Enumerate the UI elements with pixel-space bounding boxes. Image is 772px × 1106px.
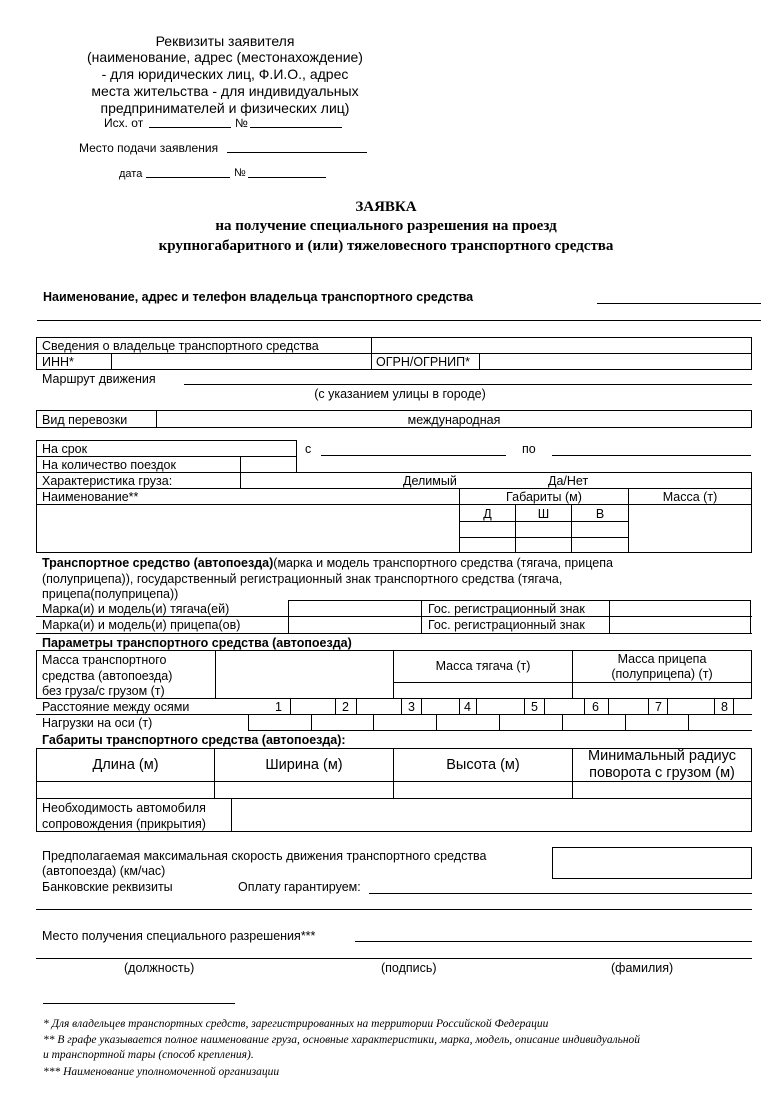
trailer-mass-label-2: (полуприцепа) (т)	[611, 667, 713, 681]
mass-header: Масса (т)	[662, 490, 718, 504]
receipt-place-label: Место получения специального разрешения***	[42, 929, 316, 943]
bank-details-label: Банковские реквизиты	[42, 880, 173, 894]
signature-line[interactable]	[36, 958, 752, 959]
owner-info-label: Сведения о владельце транспортного средства	[42, 339, 319, 353]
vehicle-mass-label-1: Масса транспортного	[42, 653, 167, 667]
tractor-model-label: Марка(и) и модель(и) тягача(ей)	[42, 602, 230, 616]
speed-label-1: Предполагаемая максимальная скорость движения транспортного средства	[42, 849, 487, 863]
ref-number-field[interactable]	[250, 127, 342, 128]
vehicle-heading: Транспортное средство (автопоезда)	[42, 556, 274, 570]
escort-label-1: Необходимость автомобиля	[42, 801, 206, 815]
route-label: Маршрут движения	[42, 372, 156, 386]
radius-field[interactable]	[573, 782, 751, 798]
dimensions-header: Габариты (м)	[506, 490, 582, 504]
height-header: Высота (м)	[446, 757, 520, 773]
cargo-name-label: Наименование**	[42, 490, 139, 504]
divisible-label: Делимый	[403, 474, 457, 488]
gabarits-heading: Габариты транспортного средства (автопоезда):	[42, 733, 346, 747]
date-number-field[interactable]	[248, 177, 326, 178]
owner-info-field[interactable]	[372, 338, 751, 353]
term-from-label: с	[305, 442, 312, 456]
date-number-label: №	[234, 167, 246, 179]
ref-from-label: Исх. от	[104, 116, 144, 130]
axle-number: 2	[342, 700, 349, 714]
owner-field-line-2[interactable]	[37, 320, 761, 321]
axle-number: 7	[655, 700, 662, 714]
form-title: ЗАЯВКА	[355, 199, 417, 215]
trailer-mass-label-1: Масса прицепа	[617, 652, 707, 666]
footnote-3: *** Наименование уполномоченной организации	[43, 1066, 280, 1078]
form-subtitle-2: крупногабаритного и (или) тяжеловесного транспортного средства	[158, 238, 614, 254]
cargo-label: Характеристика груза:	[42, 474, 173, 488]
term-label: На срок	[42, 442, 88, 456]
escort-label-2: сопровождения (прикрытия)	[42, 817, 206, 831]
footnote-divider	[43, 1003, 235, 1004]
radius-header-1: Минимальный радиус	[588, 748, 736, 764]
ref-number-label: №	[235, 116, 248, 130]
axle-number: 3	[408, 700, 415, 714]
trips-label: На количество поездок	[42, 458, 176, 472]
trailer-reg-field[interactable]	[610, 617, 750, 633]
trailer-reg-label: Гос. регистрационный знак	[428, 618, 585, 632]
length-field[interactable]	[37, 782, 214, 798]
ogrn-field[interactable]	[480, 354, 751, 369]
route-field[interactable]	[184, 384, 752, 385]
position-caption: (должность)	[124, 961, 195, 975]
applicant-title: Реквизиты заявителя	[155, 33, 295, 49]
term-from-field[interactable]	[321, 455, 506, 456]
inn-field[interactable]	[112, 354, 371, 369]
cargo-name-field[interactable]	[37, 505, 459, 552]
vehicle-description-line-1	[42, 556, 613, 570]
vehicle-mass-field[interactable]	[216, 651, 393, 698]
axle-number: 8	[721, 700, 728, 714]
speed-field[interactable]	[552, 847, 752, 879]
length-header: Длина (м)	[92, 757, 159, 773]
submission-place-field[interactable]	[227, 152, 367, 153]
date-field[interactable]	[146, 177, 230, 178]
tractor-mass-label: Масса тягача (т)	[435, 659, 531, 673]
axle-load-label: Нагрузки на оси (т)	[42, 716, 153, 730]
speed-label-2: (автопоезда) (км/час)	[42, 864, 166, 878]
trailer-model-label: Марка(и) и модель(и) прицепа(ов)	[42, 618, 241, 632]
axle-distance-label: Расстояние между осями	[42, 700, 190, 714]
tractor-reg-field[interactable]	[610, 601, 750, 616]
trips-field[interactable]	[241, 457, 296, 472]
receipt-place-field[interactable]	[355, 941, 752, 942]
term-to-label: по	[522, 442, 536, 456]
vehicle-description-rest: (марка и модель транспортного средства (тягача, прицепа	[273, 556, 613, 570]
footnote-1: * Для владельцев транспортных средств, зарегистрированных на территории Российской Федерации	[43, 1018, 549, 1030]
axle-number: 5	[531, 700, 538, 714]
applicant-line-2: - для юридических лиц, Ф.И.О., адрес	[101, 66, 349, 82]
bank-details-field[interactable]	[36, 909, 752, 910]
transport-kind-label: Вид перевозки	[42, 413, 128, 427]
tractor-mass-field[interactable]	[394, 683, 572, 698]
transport-kind-value[interactable]: международная	[407, 413, 501, 427]
vehicle-description-line-3: прицепа(полуприцепа))	[42, 587, 179, 601]
form-subtitle-1: на получение специального разрешения на проезд	[215, 218, 557, 234]
divisible-value[interactable]: Да/Нет	[548, 474, 589, 488]
footnote-2-continued: и транспортной тары (способ крепления).	[43, 1049, 254, 1061]
surname-caption: (фамилия)	[611, 961, 674, 975]
trailer-mass-field[interactable]	[573, 683, 751, 698]
axle-number: 4	[464, 700, 471, 714]
dim-length-header: Д	[483, 507, 492, 521]
route-hint: (с указанием улицы в городе)	[314, 387, 486, 401]
footnote-2: ** В графе указывается полное наименование груза, основные характеристики, марка, модель, описание индивидуальной	[43, 1034, 641, 1046]
date-label: дата	[119, 168, 143, 180]
term-to-field[interactable]	[552, 455, 751, 456]
vehicle-mass-label-2: средства (автопоезда)	[42, 669, 173, 683]
signature-caption: (подпись)	[381, 961, 437, 975]
ogrn-label: ОГРН/ОГРНИП*	[376, 355, 471, 369]
owner-label: Наименование, адрес и телефон владельца транспортного средства	[43, 290, 474, 304]
tractor-reg-label: Гос. регистрационный знак	[428, 602, 585, 616]
applicant-line-1: (наименование, адрес (местонахождение)	[87, 49, 363, 65]
axle-distance-field[interactable]	[291, 699, 335, 714]
payment-field[interactable]	[369, 893, 752, 894]
height-field[interactable]	[394, 782, 572, 798]
applicant-line-3: места жительства - для индивидуальных	[91, 83, 359, 99]
axle-load-field[interactable]	[249, 715, 311, 730]
vehicle-description-line-2: (полуприцепа)), государственный регистрационный знак транспортного средства (тягача,	[42, 572, 563, 586]
axle-number: 1	[275, 700, 282, 714]
submission-place-label: Место подачи заявления	[79, 141, 219, 155]
width-header: Ширина (м)	[265, 757, 343, 773]
width-field[interactable]	[215, 782, 393, 798]
params-heading: Параметры транспортного средства (автопоезда)	[42, 636, 352, 650]
tractor-model-field[interactable]	[289, 601, 421, 616]
payment-guarantee-label: Оплату гарантируем:	[238, 880, 361, 894]
radius-header-2: поворота с грузом (м)	[589, 765, 735, 781]
inn-label: ИНН*	[42, 355, 74, 369]
dim-height-header: В	[595, 507, 605, 521]
vehicle-mass-label-3: без груза/с грузом (т)	[42, 684, 165, 698]
axle-number: 6	[592, 700, 599, 714]
trailer-model-field[interactable]	[289, 617, 421, 633]
applicant-line-4: предпринимателей и физических лиц)	[100, 100, 350, 116]
ref-date-field[interactable]	[149, 127, 231, 128]
owner-field[interactable]	[597, 303, 761, 304]
escort-field[interactable]	[232, 799, 751, 831]
dim-width-header: Ш	[537, 507, 550, 521]
